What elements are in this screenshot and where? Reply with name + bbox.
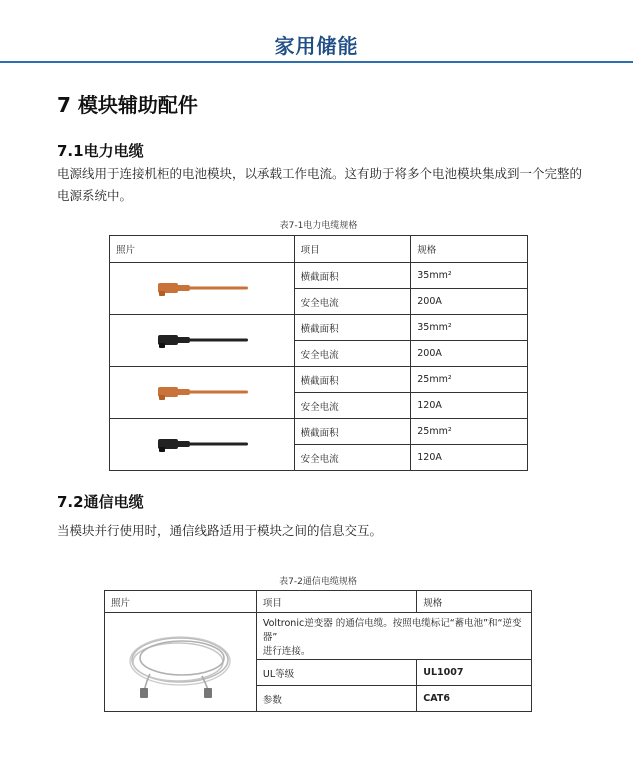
cable-lug (159, 447, 165, 452)
spec-cell: 25mm² (411, 367, 528, 393)
item-cell: 横截面积 (294, 263, 411, 289)
header-spec: 规格 (417, 591, 532, 613)
cable-wire (188, 338, 248, 341)
spec-cell: 25mm² (411, 419, 528, 445)
spec-cell: 120A (411, 445, 528, 471)
power-cable-title: 7.1电力电缆 (57, 142, 144, 160)
cable-lug (159, 291, 165, 296)
table-row (110, 315, 528, 341)
item-cell: 横截面积 (294, 419, 411, 445)
comm-cable-coil-icon (120, 622, 240, 702)
cable-wire (188, 442, 248, 445)
item-cell: 安全电流 (294, 289, 411, 315)
item-cell: 安全电流 (294, 341, 411, 367)
comm-desc-line-1: Voltronic逆变器 的通信电缆。按照电缆标记“蓄电池”和“逆变器” (262, 618, 522, 643)
black-power-cable-icon (154, 330, 250, 352)
header-item: 项目 (294, 236, 411, 263)
header-divider (0, 61, 633, 63)
table-header-row (105, 591, 532, 613)
cable-sleeve (176, 389, 190, 395)
comm-desc-line-2: 进行连接。 (262, 646, 311, 657)
table-row (105, 613, 532, 660)
cable-wire (188, 286, 248, 289)
table-header-row (110, 236, 528, 263)
power-desc-line-2: 电源系统中。 (57, 188, 133, 203)
item-cell: UL等级 (256, 660, 416, 686)
cable-loop (130, 637, 230, 685)
photo-cell (105, 613, 257, 712)
item-cell: 安全电流 (294, 393, 411, 419)
cable-loop (140, 641, 224, 675)
spec-cell: CAT6 (417, 686, 532, 712)
cable-sleeve (176, 285, 190, 291)
cable-sleeve (176, 441, 190, 447)
comm-cable-title: 7.2通信电缆 (57, 493, 144, 511)
spec-cell: 35mm² (411, 315, 528, 341)
spec-cell: 200A (411, 289, 528, 315)
spec-cell: 35mm² (411, 263, 528, 289)
header-item: 项目 (256, 591, 416, 613)
header-spec: 规格 (411, 236, 528, 263)
power-cable-description (57, 163, 582, 207)
photo-cell (110, 419, 295, 471)
spec-cell: 120A (411, 393, 528, 419)
cable-sleeve (176, 337, 190, 343)
item-cell: 安全电流 (294, 445, 411, 471)
table-row (110, 419, 528, 445)
spec-cell: 200A (411, 341, 528, 367)
table-row (110, 263, 528, 289)
black-power-cable-icon (154, 434, 250, 456)
item-cell: 横截面积 (294, 367, 411, 393)
header-photo: 照片 (105, 591, 257, 613)
item-cell: 参数 (256, 686, 416, 712)
header-photo: 照片 (110, 236, 295, 263)
power-table-caption: 表7-1电力电缆规格 (279, 221, 358, 231)
cable-wire (188, 390, 248, 393)
comm-cable-description: 当模块并行使用时，通信线路适用于模块之间的信息交互。 (57, 523, 383, 538)
spec-cell: UL1007 (417, 660, 532, 686)
power-desc-line-1: 电源线用于连接机柜的电池模块，以承载工作电流。这有助于将多个电池模块集成到一个完整的 (57, 166, 583, 181)
rj45-plug (204, 688, 212, 698)
photo-cell (110, 367, 295, 419)
comm-cable-table (104, 590, 532, 712)
orange-power-cable-icon (154, 278, 250, 300)
power-cable-table (109, 235, 528, 471)
item-cell: 横截面积 (294, 315, 411, 341)
comm-table-caption: 表7-2通信电缆规格 (279, 577, 357, 587)
comm-desc-cell (256, 613, 531, 660)
section-title: 7 模块辅助配件 (57, 93, 198, 117)
orange-power-cable-icon (154, 382, 250, 404)
cable-lug (159, 343, 165, 348)
rj45-plug (140, 688, 148, 698)
photo-cell (110, 315, 295, 367)
table-row (110, 367, 528, 393)
cable-lug (159, 395, 165, 400)
photo-cell (110, 263, 295, 315)
header-title: 家用储能 (274, 34, 359, 58)
